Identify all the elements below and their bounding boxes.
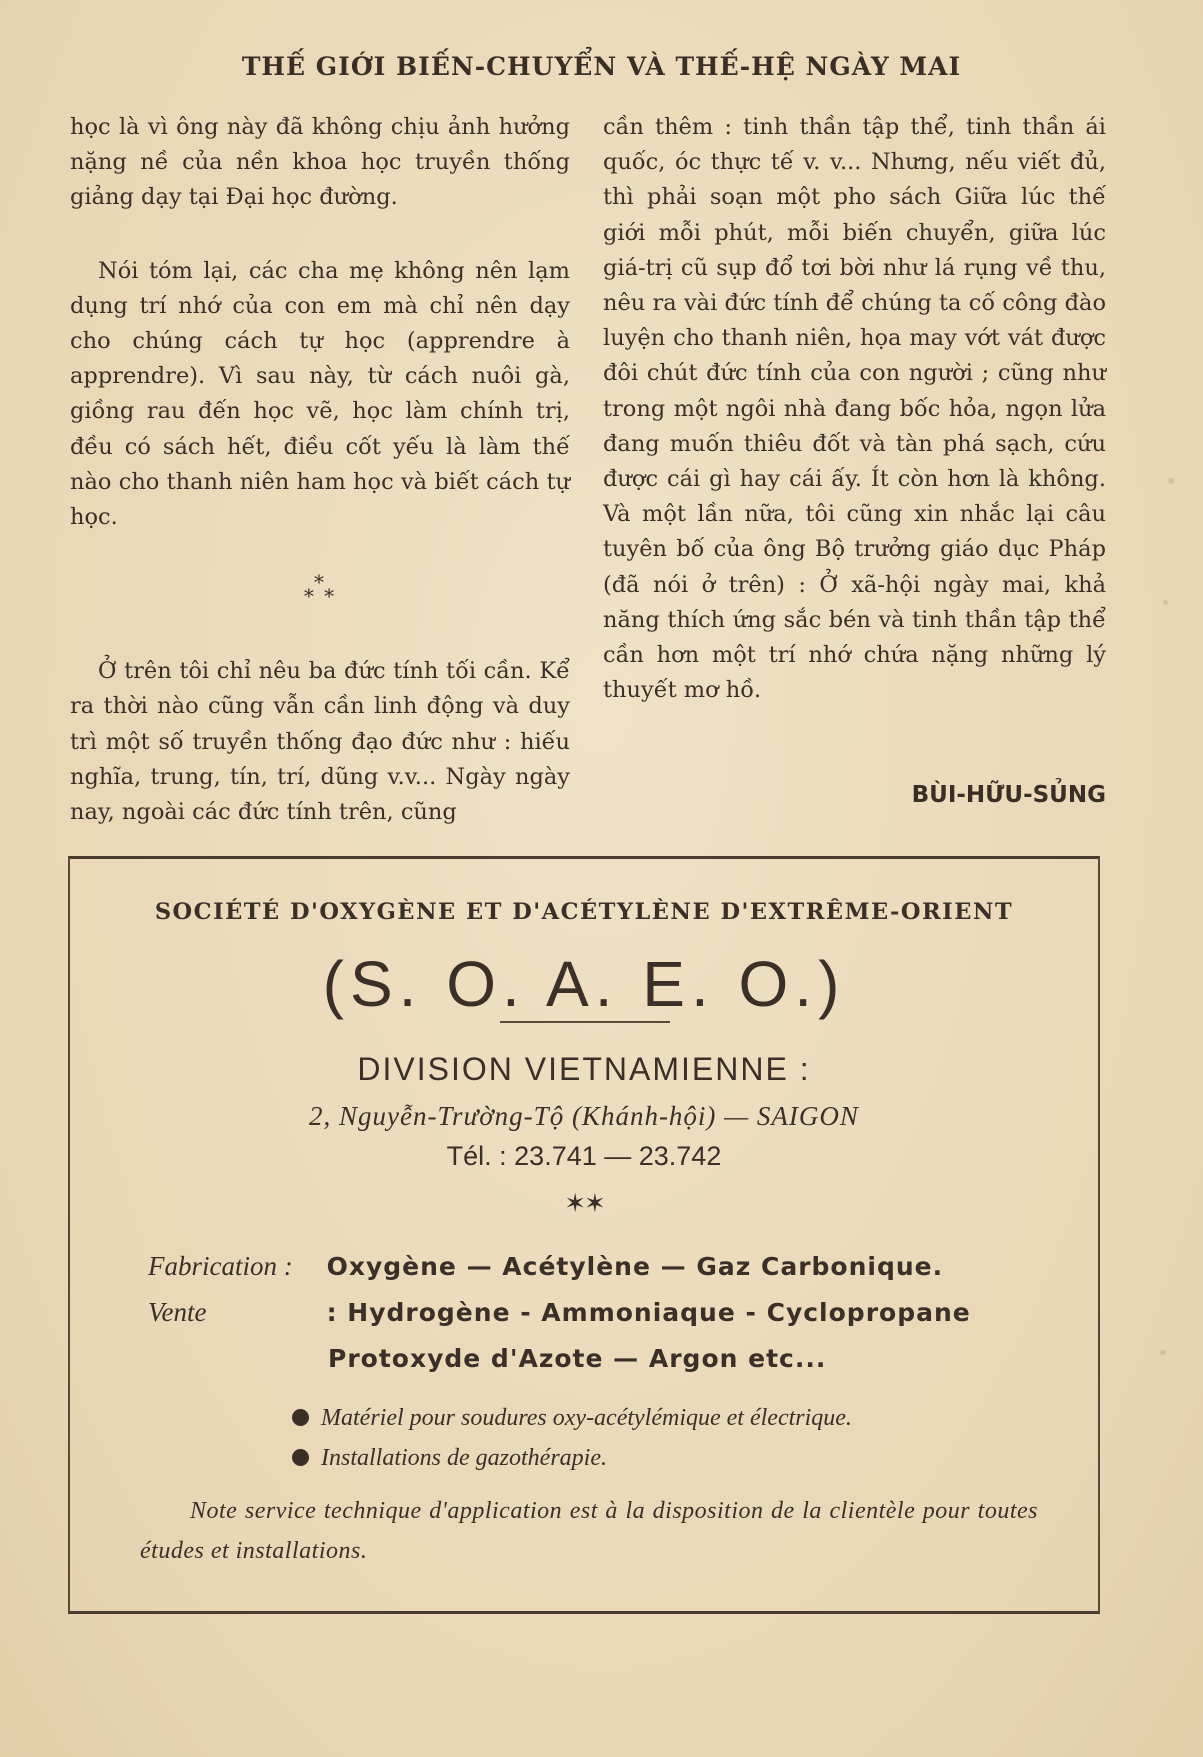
bullet-dot-icon xyxy=(292,1409,309,1426)
ad-phone: Tél. : 23.741 — 23.742 xyxy=(446,1141,722,1171)
paper-speck xyxy=(1168,478,1174,484)
ad-divider xyxy=(500,1021,670,1023)
paper-speck xyxy=(1163,600,1168,605)
right-column xyxy=(603,110,1106,708)
left-paragraph-1: học là vì ông này đã không chịu ảnh hưởng nặng nề của nền khoa học truyền thống giảng dạy tại Đại học đường. xyxy=(70,114,570,211)
ad-address: 2, Nguyễn-Trường-Tộ (Khánh-hội) — SAIGON xyxy=(309,1101,859,1131)
left-column xyxy=(70,110,570,830)
page-header: THẾ GIỚI BIẾN-CHUYỂN VÀ THẾ-HỆ NGÀY MAI xyxy=(241,52,962,81)
bullet-dot-icon xyxy=(292,1449,309,1466)
right-paragraph-1: cần thêm : tinh thần tập thể, tinh thần ái quốc, óc thực tế v. v... Nhưng, nếu viết đủ, thì phải soạn một pho sách Giữa lúc thế giới mỗi phút, mỗi biến chuyển, giữa lúc giá-trị cũ sụp đổ tơi bời như lá rụng về thu, nêu ra vài đức tính để chúng ta cố công đào luyện cho thanh niên, họa may vớt vát được đôi chút đức tính của con người ; cũng như trong một ngôi nhà đang bốc hỏa, ngọn lửa đang muốn thiêu đốt và tàn phá sạch, cứu được cái gì hay cái ấy. Ít còn hơn là không. Và một lần nữa, tôi cũng xin nhắc lại câu tuyên bố của ông Bộ trưởng giáo dục Pháp (đã nói ở trên) : Ở xã-hội ngày mai, khả năng thích ứng sắc bén và tinh thần tập thể cần hơn một trí nhớ chứa nặng những lý thuyết mơ hồ. xyxy=(603,114,1106,704)
bullet-text-1: Matériel pour soudures oxy-acétylémique et électrique. xyxy=(321,1405,852,1431)
bullet-text-2: Installations de gazothérapie. xyxy=(321,1445,607,1471)
bullet-item-2 xyxy=(292,1445,607,1472)
ad-division: DIVISION VIETNAMIENNE : xyxy=(357,1051,811,1087)
advertisement-box xyxy=(68,856,1100,1614)
ad-abbreviation: (S. O. A. E. O.) xyxy=(322,948,846,1020)
section-separator xyxy=(70,570,570,609)
fabrication-items: Oxygène — Acétylène — Gaz Carbonique. xyxy=(326,1252,944,1281)
author-signature: BÙI-HỮU-SỦNG xyxy=(911,782,1106,808)
paper-speck xyxy=(1160,1350,1166,1355)
vente-items-2: Protoxyde d'Azote — Argon etc... xyxy=(328,1344,827,1373)
bullet-item-1 xyxy=(292,1405,852,1432)
left-paragraph-3: Ở trên tôi chỉ nêu ba đức tính tối cần. Kể ra thời nào cũng vẫn cần linh động và duy trì một số truyền thống đạo đức như : hiếu nghĩa, trung, tín, trí, dũng v.v... Ngày ngày nay, ngoài các đức tính trên, cũng xyxy=(70,658,570,826)
separator-stars: * * * xyxy=(303,570,337,609)
fabrication-row xyxy=(148,1251,1038,1282)
ad-company-name: SOCIÉTÉ D'OXYGÈNE ET D'ACÉTYLÈNE D'EXTRÊME-ORIENT xyxy=(154,899,1014,925)
fabrication-label: Fabrication : xyxy=(148,1251,293,1281)
vente-label: Vente xyxy=(148,1297,207,1327)
ad-ornament: ✶✶ xyxy=(564,1189,604,1219)
ad-note: Note service technique d'application est à la disposition de la clientèle pour toutes études et installations. xyxy=(140,1498,1038,1564)
vente-items-1: : Hydrogène - Ammoniaque - Cyclopropane xyxy=(326,1298,971,1327)
vente-row-2 xyxy=(328,1343,1038,1374)
vente-row xyxy=(148,1297,1038,1328)
left-paragraph-2: Nói tóm lại, các cha mẹ không nên lạm dụng trí nhớ của con em mà chỉ nên dạy cho chúng cách tự học (apprendre à apprendre). Vì sau này, từ cách nuôi gà, giồng rau đến học vẽ, học làm chính trị, đều có sách hết, điều cốt yếu là làm thế nào cho thanh niên ham học và biết cách tự học. xyxy=(70,257,570,531)
